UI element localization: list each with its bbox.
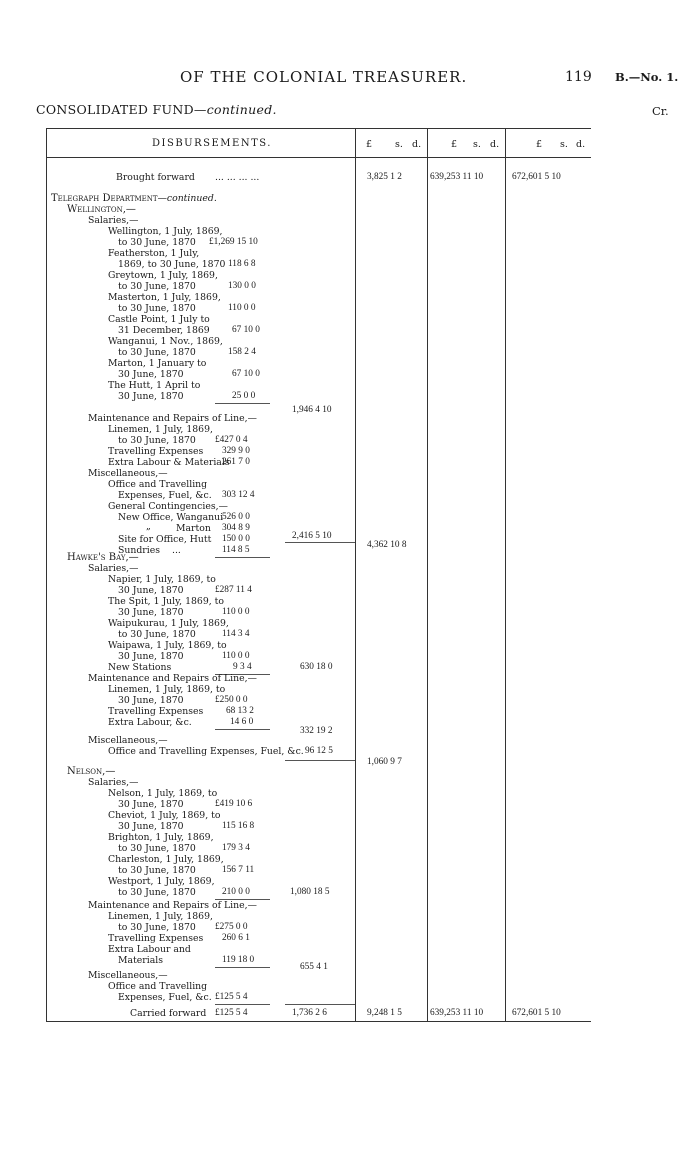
amount: 329 9 0 (222, 446, 250, 456)
wellington-salaries-total: 1,946 4 10 (292, 405, 332, 415)
col1-pounds-header: £ (366, 139, 373, 150)
col1-shillings-header: s. (395, 139, 403, 150)
list-item: 30 June, 1870 (118, 695, 184, 706)
amount: £1,269 15 10 (209, 237, 258, 247)
amount: 119 18 0 (222, 955, 255, 965)
brought-forward-col2: 639,253 11 10 (430, 172, 484, 182)
subtotal-rule (215, 1004, 270, 1005)
list-item: Wanganui, 1 Nov., 1869, (108, 336, 223, 347)
document-reference: B.—No. 1. (615, 70, 679, 84)
carried-forward-label: Carried forward (130, 1008, 207, 1019)
amount: £125 5 4 (215, 992, 248, 1002)
amount: £427 0 4 (215, 435, 248, 445)
list-item: 30 June, 1870 (118, 799, 184, 810)
list-item: Office and Travelling (108, 479, 208, 490)
amount: 114 8 5 (222, 545, 250, 555)
hawkes-bay-misc-total: 96 12 5 (305, 746, 333, 756)
fund-heading (36, 102, 277, 117)
column-divider-2 (427, 128, 428, 1022)
amount: 303 12 4 (222, 490, 255, 500)
col2-shillings-header: s. (473, 139, 481, 150)
subtotal-rule (215, 403, 270, 404)
list-item: 30 June, 1870 (118, 821, 184, 832)
list-item: Waipukurau, 1 July, 1869, (108, 618, 229, 629)
section-label: Maintenance and Repairs of Line,— (88, 673, 257, 684)
section-label: Maintenance and Repairs of Line,— (88, 413, 257, 424)
list-item: to 30 June, 1870 (118, 865, 196, 876)
amount: £275 0 0 (215, 922, 248, 932)
list-item: Cheviot, 1 July, 1869, to (108, 810, 221, 821)
list-item: 30 June, 1870 (118, 607, 184, 618)
carried-forward-sub: 1,736 2 6 (292, 1008, 327, 1018)
col1-pence-header: d. (412, 139, 422, 150)
list-item: Extra Labour, &c. (108, 717, 192, 728)
wellington-misc-total: 2,416 5 10 (292, 531, 332, 541)
list-item: Charleston, 1 July, 1869, (108, 854, 224, 865)
brought-forward-col3: 672,601 5 10 (512, 172, 561, 182)
list-item: to 30 June, 1870 (118, 887, 196, 898)
list-item: Linemen, 1 July, 1869, (108, 911, 213, 922)
list-item: Expenses, Fuel, &c. (118, 490, 212, 501)
hawkes-bay-region-total: 1,060 9 7 (367, 757, 402, 767)
list-item: 30 June, 1870 (118, 651, 184, 662)
page-number: 119 (565, 69, 592, 85)
column-divider-3 (505, 128, 506, 1022)
list-item: Marton (176, 523, 211, 534)
brought-forward-label: Brought forward (116, 172, 195, 183)
list-item: General Contingencies,— (108, 501, 228, 512)
list-item: Expenses, Fuel, &c. (118, 992, 212, 1003)
list-item: to 30 June, 1870 (118, 303, 196, 314)
amount: 118 6 8 (228, 259, 256, 269)
ditto-mark: „ (146, 521, 151, 532)
list-item: Travelling Expenses (108, 706, 204, 717)
amount: 114 3 4 (222, 629, 250, 639)
list-item: Materials (118, 955, 164, 966)
list-item: Site for Office, Hutt (118, 534, 212, 545)
amount: £250 0 0 (215, 695, 248, 705)
list-item: 30 June, 1870 (118, 369, 184, 380)
brought-forward-col1: 3,825 1 2 (367, 172, 402, 182)
section-label: Miscellaneous,— (88, 468, 168, 479)
amount: 304 8 9 (222, 523, 250, 533)
list-item: New Stations (108, 662, 172, 673)
list-item: to 30 June, 1870 (118, 347, 196, 358)
fund-name: CONSOLIDATED FUND— (36, 102, 207, 117)
list-item: Wellington, 1 July, 1869, (108, 226, 223, 237)
amount: 110 0 0 (222, 607, 250, 617)
amount: 9 3 4 (233, 662, 252, 672)
wellington-region-total: 4,362 10 8 (367, 540, 407, 550)
list-item: The Hutt, 1 April to (108, 380, 201, 391)
wellington-salaries-label: Salaries,— (88, 215, 139, 226)
carried-forward-col1: 9,248 1 5 (367, 1008, 402, 1018)
amount: 67 10 0 (232, 369, 260, 379)
list-item: Greytown, 1 July, 1869, (108, 270, 218, 281)
list-item: Waipawa, 1 July, 1869, to (108, 640, 227, 651)
fund-continued: continued. (206, 102, 277, 117)
amount: 179 3 4 (222, 843, 250, 853)
list-item: 30 June, 1870 (118, 391, 184, 402)
amount: 156 7 11 (222, 865, 255, 875)
list-item: Castle Point, 1 July to (108, 314, 210, 325)
hawkes-bay-salaries-label: Salaries,— (88, 563, 139, 574)
section-label: Miscellaneous,— (88, 970, 168, 981)
col3-pounds-header: £ (536, 139, 543, 150)
wellington-heading: Wellington,— (67, 204, 136, 215)
list-item: to 30 June, 1870 (118, 281, 196, 292)
page-title: OF THE COLONIAL TREASURER. (180, 68, 468, 86)
list-item: Sundries (118, 545, 160, 556)
list-item: to 30 June, 1870 (118, 922, 196, 933)
amount: 130 0 0 (228, 281, 256, 291)
section-label: Miscellaneous,— (88, 735, 168, 746)
col3-shillings-header: s. (560, 139, 568, 150)
amount: 526 0 0 (222, 512, 250, 522)
list-item: Featherston, 1 July, (108, 248, 200, 259)
list-item: Linemen, 1 July, 1869, (108, 424, 213, 435)
list-item: Masterton, 1 July, 1869, (108, 292, 221, 303)
amount: 110 0 0 (228, 303, 256, 313)
nelson-heading: Nelson,— (67, 766, 116, 777)
nelson-salaries-total: 1,080 18 5 (290, 887, 330, 897)
nelson-salaries-label: Salaries,— (88, 777, 139, 788)
list-item: Linemen, 1 July, 1869, to (108, 684, 226, 695)
hawkes-bay-maintenance-total: 332 19 2 (300, 726, 333, 736)
section-label: Maintenance and Repairs of Line,— (88, 900, 257, 911)
list-item: The Spit, 1 July, 1869, to (108, 596, 224, 607)
amount: 261 7 0 (222, 457, 250, 467)
table-left-border (46, 128, 47, 1022)
list-item: 31 December, 1869 (118, 325, 210, 336)
col3-pence-header: d. (576, 139, 586, 150)
list-item: to 30 June, 1870 (118, 237, 196, 248)
hawkes-bay-heading: Hawke's Bay,— (67, 552, 139, 563)
list-item: New Office, Wanganui (118, 512, 224, 523)
amount: 68 13 2 (226, 706, 254, 716)
department-continued: —continued. (157, 193, 217, 204)
list-item: to 30 June, 1870 (118, 629, 196, 640)
ellipsis: ... (172, 545, 181, 556)
table-top-rule (46, 128, 591, 129)
subtotal-rule (215, 729, 270, 730)
list-item: Westport, 1 July, 1869, (108, 876, 215, 887)
list-item: Brighton, 1 July, 1869, (108, 832, 214, 843)
credit-side-label: Cr. (652, 104, 669, 118)
list-item: 1869, to 30 June, 1870 (118, 259, 226, 270)
list-item: to 30 June, 1870 (118, 843, 196, 854)
amount: 210 0 0 (222, 887, 250, 897)
list-item: Extra Labour & Materials (108, 457, 230, 468)
list-item: Travelling Expenses (108, 446, 204, 457)
amount: 67 10 0 (232, 325, 260, 335)
col2-pounds-header: £ (451, 139, 458, 150)
amount: 115 16 8 (222, 821, 255, 831)
amount: £419 10 6 (215, 799, 253, 809)
list-item: Extra Labour and (108, 944, 191, 955)
subtotal-rule (285, 542, 355, 543)
column-divider-1 (355, 128, 356, 1022)
brought-forward-dots: ... ... ... ... (215, 172, 260, 183)
col2-pence-header: d. (490, 139, 500, 150)
list-item: Travelling Expenses (108, 933, 204, 944)
amount: 260 6 1 (222, 933, 250, 943)
carried-forward-col2: 639,253 11 10 (430, 1008, 484, 1018)
amount: 158 2 4 (228, 347, 256, 357)
table-bottom-rule (46, 1021, 591, 1022)
carried-forward-col3: 672,601 5 10 (512, 1008, 561, 1018)
list-item: Marton, 1 January to (108, 358, 207, 369)
amount: £287 11 4 (215, 585, 252, 595)
amount: 150 0 0 (222, 534, 250, 544)
department-heading (51, 193, 217, 204)
list-item: to 30 June, 1870 (118, 435, 196, 446)
disbursements-heading: DISBURSEMENTS. (152, 138, 272, 149)
amount: 110 0 0 (222, 651, 250, 661)
list-item: Napier, 1 July, 1869, to (108, 574, 216, 585)
subtotal-rule (285, 1004, 355, 1005)
list-item: Office and Travelling (108, 981, 208, 992)
subtotal-rule (285, 760, 355, 761)
table-header-rule (46, 157, 591, 158)
hawkes-bay-salaries-total: 630 18 0 (300, 662, 333, 672)
department-name: Telegraph Department (51, 193, 158, 204)
subtotal-rule (215, 557, 270, 558)
amount: 14 6 0 (230, 717, 254, 727)
list-item: Nelson, 1 July, 1869, to (108, 788, 218, 799)
list-item: 30 June, 1870 (118, 585, 184, 596)
nelson-maintenance-total: 655 4 1 (300, 962, 328, 972)
amount: 25 0 0 (232, 391, 256, 401)
carried-forward-inner: £125 5 4 (215, 1008, 248, 1018)
list-item: Office and Travelling Expenses, Fuel, &c. (108, 746, 304, 757)
subtotal-rule (215, 967, 270, 968)
